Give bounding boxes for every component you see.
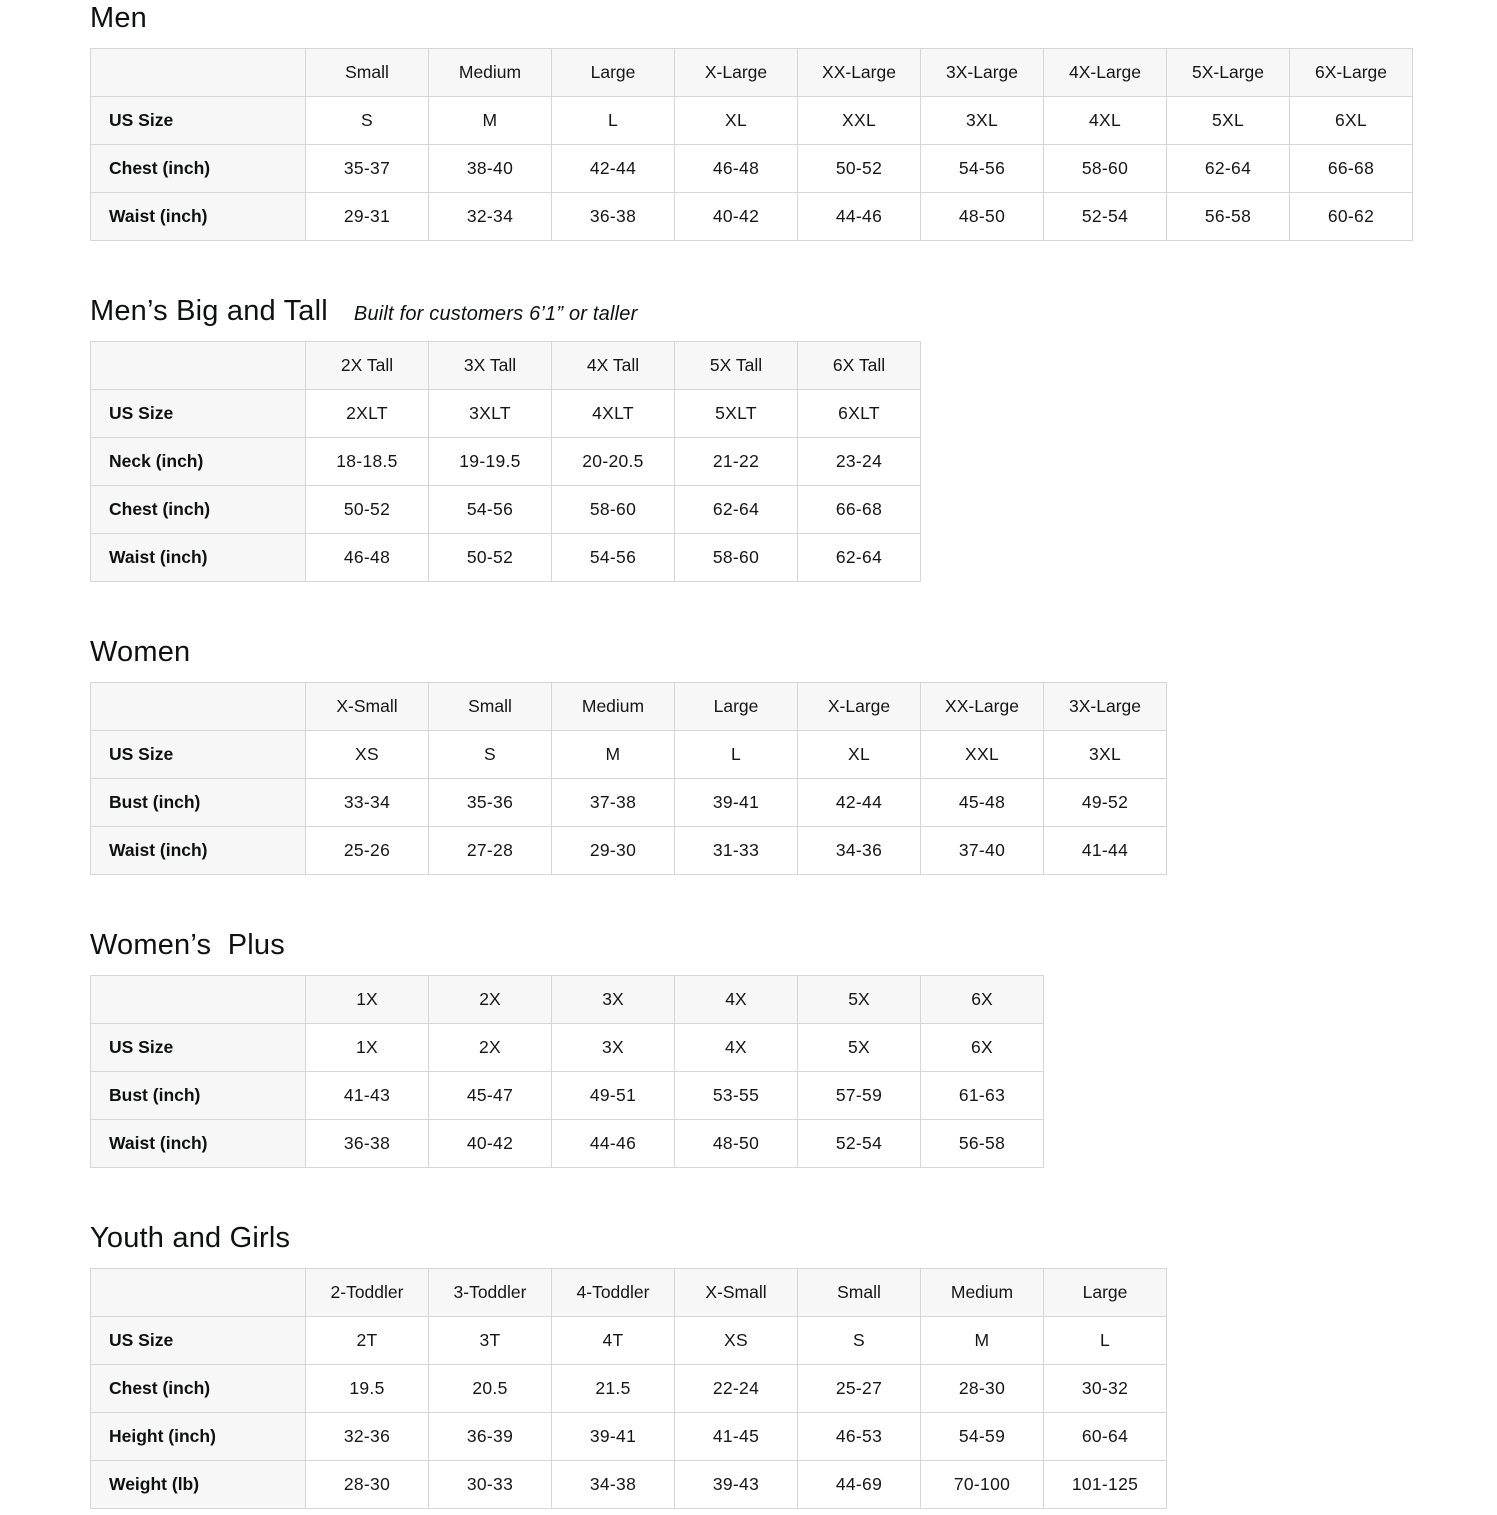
size-cell: 60-64 [1044, 1413, 1167, 1461]
section-men-header [90, 2, 1417, 35]
column-header: Large [675, 683, 798, 731]
size-cell: 25-26 [306, 827, 429, 875]
column-header: X-Large [798, 683, 921, 731]
size-cell: 44-69 [798, 1461, 921, 1509]
corner-cell [91, 976, 306, 1024]
row-label: Height (inch) [91, 1413, 306, 1461]
size-table-mens-big-and-tall [90, 341, 921, 582]
size-cell: 6X [921, 1024, 1044, 1072]
size-cell: S [798, 1317, 921, 1365]
table-row [91, 827, 1167, 875]
table-row [91, 1365, 1167, 1413]
size-cell: 34-38 [552, 1461, 675, 1509]
section-title-mens-big-and-tall: Men’s Big and Tall [90, 295, 328, 327]
size-cell: 2X [429, 1024, 552, 1072]
row-label: US Size [91, 390, 306, 438]
section-mens-big-and-tall-header [90, 295, 1417, 328]
column-header-row [91, 49, 1413, 97]
size-cell: 4XL [1044, 97, 1167, 145]
size-cell: 34-36 [798, 827, 921, 875]
size-cell: 39-41 [675, 779, 798, 827]
size-cell: 4X [675, 1024, 798, 1072]
section-men [90, 2, 1417, 241]
column-header: X-Small [675, 1269, 798, 1317]
column-header: 3X-Large [921, 49, 1044, 97]
column-header: X-Small [306, 683, 429, 731]
size-cell: 21-22 [675, 438, 798, 486]
size-cell: XL [675, 97, 798, 145]
size-cell: 28-30 [306, 1461, 429, 1509]
column-header-row [91, 976, 1044, 1024]
size-cell: 4T [552, 1317, 675, 1365]
size-cell: 35-37 [306, 145, 429, 193]
size-cell: 56-58 [1167, 193, 1290, 241]
size-cell: 62-64 [675, 486, 798, 534]
size-cell: 45-47 [429, 1072, 552, 1120]
size-cell: 101-125 [1044, 1461, 1167, 1509]
column-header: X-Large [675, 49, 798, 97]
section-youth-and-girls [90, 1222, 1417, 1509]
size-cell: 44-46 [798, 193, 921, 241]
column-header: Large [552, 49, 675, 97]
size-cell: 70-100 [921, 1461, 1044, 1509]
size-cell: 66-68 [1290, 145, 1413, 193]
size-table-womens-plus [90, 975, 1044, 1168]
section-womens-plus-header [90, 929, 1417, 962]
size-cell: 54-56 [921, 145, 1044, 193]
size-cell: 5XLT [675, 390, 798, 438]
row-label: Chest (inch) [91, 486, 306, 534]
size-cell: 58-60 [1044, 145, 1167, 193]
size-cell: 30-33 [429, 1461, 552, 1509]
size-cell: 62-64 [798, 534, 921, 582]
size-cell: 1X [306, 1024, 429, 1072]
table-row [91, 1413, 1167, 1461]
size-cell: 30-32 [1044, 1365, 1167, 1413]
size-cell: 29-31 [306, 193, 429, 241]
size-cell: 5X [798, 1024, 921, 1072]
table-row [91, 486, 921, 534]
size-cell: 21.5 [552, 1365, 675, 1413]
size-cell: 60-62 [1290, 193, 1413, 241]
table-row [91, 731, 1167, 779]
size-cell: 32-34 [429, 193, 552, 241]
size-cell: 27-28 [429, 827, 552, 875]
size-cell: 5XL [1167, 97, 1290, 145]
section-title-men: Men [90, 2, 148, 34]
size-cell: 3T [429, 1317, 552, 1365]
size-cell: 49-52 [1044, 779, 1167, 827]
column-header: 1X [306, 976, 429, 1024]
column-header: XX-Large [921, 683, 1044, 731]
table-row [91, 1317, 1167, 1365]
size-table-women [90, 682, 1167, 875]
table-row [91, 145, 1413, 193]
table-row [91, 193, 1413, 241]
column-header: 6X-Large [1290, 49, 1413, 97]
size-cell: 23-24 [798, 438, 921, 486]
column-header-row [91, 1269, 1167, 1317]
size-cell: S [306, 97, 429, 145]
column-header: Small [429, 683, 552, 731]
column-header: 3X [552, 976, 675, 1024]
size-cell: 33-34 [306, 779, 429, 827]
row-label: Waist (inch) [91, 1120, 306, 1168]
size-cell: 41-45 [675, 1413, 798, 1461]
size-cell: XXL [798, 97, 921, 145]
size-cell: 38-40 [429, 145, 552, 193]
size-cell: XS [675, 1317, 798, 1365]
size-cell: M [429, 97, 552, 145]
size-cell: 19-19.5 [429, 438, 552, 486]
size-cell: 54-56 [552, 534, 675, 582]
column-header: 4-Toddler [552, 1269, 675, 1317]
size-cell: 20-20.5 [552, 438, 675, 486]
size-cell: 40-42 [675, 193, 798, 241]
column-header: Small [798, 1269, 921, 1317]
table-row [91, 97, 1413, 145]
column-header: 3X-Large [1044, 683, 1167, 731]
size-cell: 53-55 [675, 1072, 798, 1120]
size-cell: 52-54 [798, 1120, 921, 1168]
size-cell: 50-52 [429, 534, 552, 582]
size-cell: 37-40 [921, 827, 1044, 875]
row-label: US Size [91, 97, 306, 145]
row-label: Weight (lb) [91, 1461, 306, 1509]
size-cell: M [921, 1317, 1044, 1365]
size-cell: M [552, 731, 675, 779]
section-women-header [90, 636, 1417, 669]
size-cell: 25-27 [798, 1365, 921, 1413]
size-cell: 22-24 [675, 1365, 798, 1413]
row-label: Chest (inch) [91, 145, 306, 193]
section-youth-and-girls-header [90, 1222, 1417, 1255]
column-header: 5X-Large [1167, 49, 1290, 97]
size-cell: 48-50 [675, 1120, 798, 1168]
size-cell: 41-43 [306, 1072, 429, 1120]
column-header: XX-Large [798, 49, 921, 97]
size-cell: XS [306, 731, 429, 779]
size-cell: L [552, 97, 675, 145]
column-header: Medium [429, 49, 552, 97]
column-header: 6X [921, 976, 1044, 1024]
corner-cell [91, 683, 306, 731]
size-cell: 32-36 [306, 1413, 429, 1461]
size-cell: 52-54 [1044, 193, 1167, 241]
column-header-row [91, 683, 1167, 731]
table-row [91, 534, 921, 582]
table-row [91, 1024, 1044, 1072]
section-womens-plus [90, 929, 1417, 1168]
size-cell: L [1044, 1317, 1167, 1365]
size-cell: 58-60 [552, 486, 675, 534]
size-cell: 58-60 [675, 534, 798, 582]
size-cell: 39-41 [552, 1413, 675, 1461]
size-cell: 42-44 [552, 145, 675, 193]
size-cell: 42-44 [798, 779, 921, 827]
row-label: Bust (inch) [91, 1072, 306, 1120]
size-cell: 36-38 [306, 1120, 429, 1168]
section-mens-big-and-tall [90, 295, 1417, 582]
row-label: Neck (inch) [91, 438, 306, 486]
size-cell: XXL [921, 731, 1044, 779]
column-header: Medium [552, 683, 675, 731]
section-title-womens-plus: Women’s Plus [90, 929, 285, 961]
size-cell: 41-44 [1044, 827, 1167, 875]
size-cell: 54-59 [921, 1413, 1044, 1461]
section-title-women: Women [90, 636, 191, 668]
size-cell: 3XL [921, 97, 1044, 145]
column-header: 2X [429, 976, 552, 1024]
section-subtitle-mens-big-and-tall: Built for customers 6’1” or taller [353, 303, 638, 325]
table-row [91, 390, 921, 438]
size-cell: 36-39 [429, 1413, 552, 1461]
size-cell: S [429, 731, 552, 779]
size-cell: 3XL [1044, 731, 1167, 779]
size-cell: 37-38 [552, 779, 675, 827]
size-cell: 50-52 [798, 145, 921, 193]
row-label: Chest (inch) [91, 1365, 306, 1413]
row-label: Waist (inch) [91, 827, 306, 875]
size-cell: 44-46 [552, 1120, 675, 1168]
size-cell: 46-48 [306, 534, 429, 582]
size-cell: 20.5 [429, 1365, 552, 1413]
corner-cell [91, 49, 306, 97]
size-cell: 46-48 [675, 145, 798, 193]
size-cell: 54-56 [429, 486, 552, 534]
size-cell: 40-42 [429, 1120, 552, 1168]
size-cell: 66-68 [798, 486, 921, 534]
column-header: 2-Toddler [306, 1269, 429, 1317]
column-header: 5X Tall [675, 342, 798, 390]
size-cell: 49-51 [552, 1072, 675, 1120]
size-cell: 31-33 [675, 827, 798, 875]
size-cell: 62-64 [1167, 145, 1290, 193]
size-cell: 6XL [1290, 97, 1413, 145]
table-row [91, 779, 1167, 827]
size-table-youth-and-girls [90, 1268, 1167, 1509]
size-cell: 29-30 [552, 827, 675, 875]
corner-cell [91, 342, 306, 390]
size-cell: 50-52 [306, 486, 429, 534]
column-header: 5X [798, 976, 921, 1024]
table-row [91, 1461, 1167, 1509]
column-header: 4X [675, 976, 798, 1024]
column-header: 4X-Large [1044, 49, 1167, 97]
size-cell: 36-38 [552, 193, 675, 241]
size-cell: 19.5 [306, 1365, 429, 1413]
size-cell: 28-30 [921, 1365, 1044, 1413]
section-title-youth-and-girls: Youth and Girls [90, 1222, 291, 1254]
size-cell: 56-58 [921, 1120, 1044, 1168]
size-cell: 39-43 [675, 1461, 798, 1509]
column-header: Medium [921, 1269, 1044, 1317]
column-header: 6X Tall [798, 342, 921, 390]
size-cell: 18-18.5 [306, 438, 429, 486]
column-header: Large [1044, 1269, 1167, 1317]
size-cell: 45-48 [921, 779, 1044, 827]
size-table-men [90, 48, 1413, 241]
section-women [90, 636, 1417, 875]
size-cell: 46-53 [798, 1413, 921, 1461]
column-header: Small [306, 49, 429, 97]
table-row [91, 438, 921, 486]
size-cell: 57-59 [798, 1072, 921, 1120]
column-header-row [91, 342, 921, 390]
size-cell: 4XLT [552, 390, 675, 438]
column-header: 3X Tall [429, 342, 552, 390]
size-cell: L [675, 731, 798, 779]
row-label: US Size [91, 1317, 306, 1365]
size-cell: 3X [552, 1024, 675, 1072]
size-cell: 35-36 [429, 779, 552, 827]
row-label: US Size [91, 1024, 306, 1072]
row-label: US Size [91, 731, 306, 779]
table-row [91, 1072, 1044, 1120]
row-label: Bust (inch) [91, 779, 306, 827]
size-cell: 2XLT [306, 390, 429, 438]
table-row [91, 1120, 1044, 1168]
corner-cell [91, 1269, 306, 1317]
column-header: 2X Tall [306, 342, 429, 390]
size-cell: 61-63 [921, 1072, 1044, 1120]
size-cell: 6XLT [798, 390, 921, 438]
size-cell: 48-50 [921, 193, 1044, 241]
size-cell: XL [798, 731, 921, 779]
row-label: Waist (inch) [91, 534, 306, 582]
size-cell: 2T [306, 1317, 429, 1365]
row-label: Waist (inch) [91, 193, 306, 241]
column-header: 4X Tall [552, 342, 675, 390]
size-cell: 3XLT [429, 390, 552, 438]
column-header: 3-Toddler [429, 1269, 552, 1317]
